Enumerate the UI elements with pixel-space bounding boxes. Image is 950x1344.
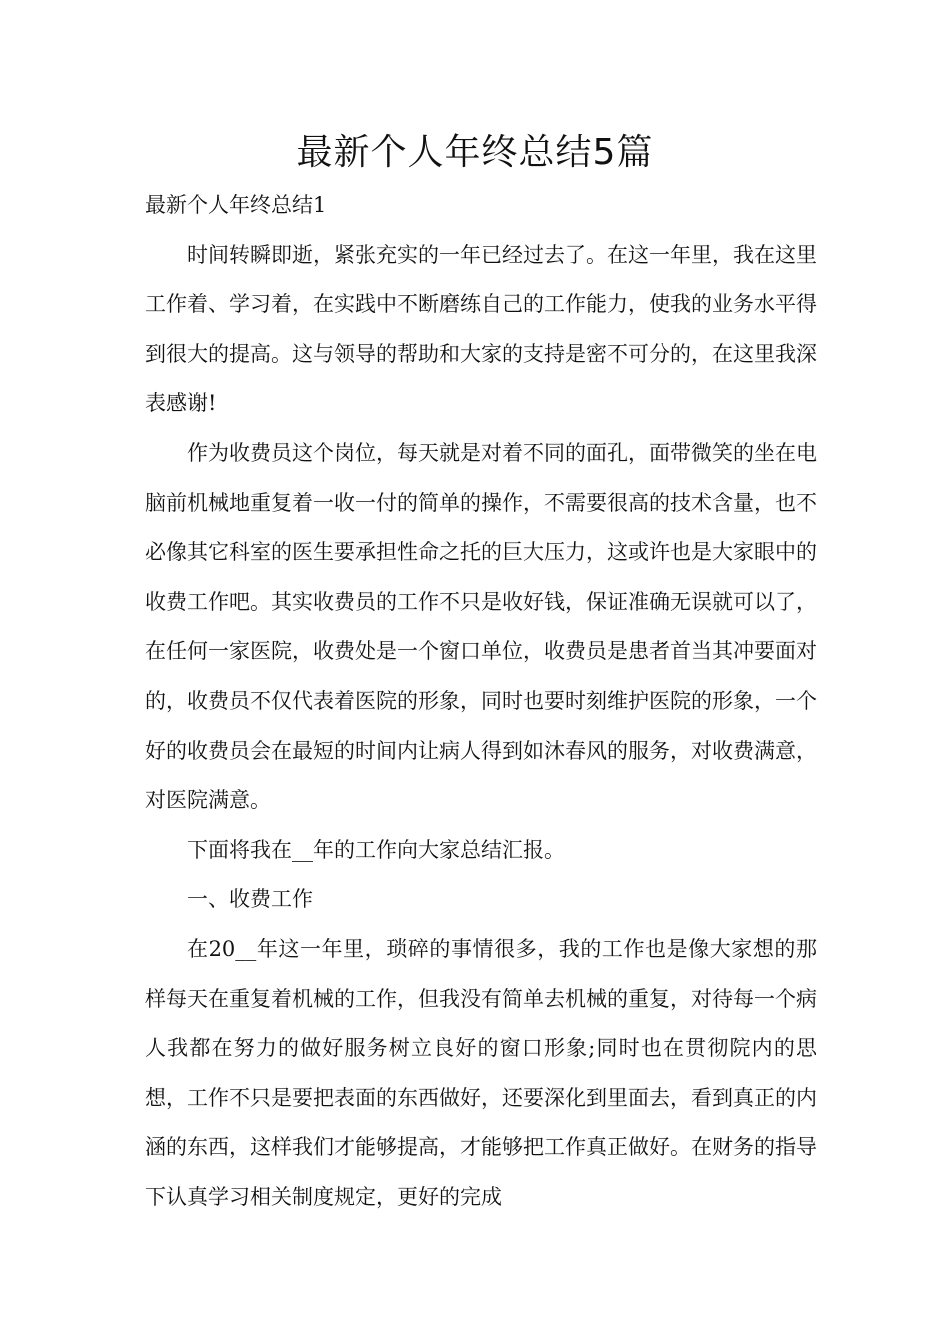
document-body bbox=[145, 181, 817, 1222]
document-title: 最新个人年终总结5篇 bbox=[296, 132, 654, 173]
paragraph-charging-work: 在20__年这一年里，琐碎的事情很多，我的工作也是像大家想的那样每天在重复着机械的工作，但我没有简单去机械的重复，对待每一个病人我都在努力的做好服务树立良好的窗口形象;同时也在贯彻院内的思想，工作不只是要把表面的东西做好，还要深化到里面去，看到真正的内涵的东西，这样我们才能够提高，才能够把工作真正做好。在财务的指导下认真学习相关制度规定，更好的完成 bbox=[145, 936, 817, 1209]
section-heading: 最新个人年终总结1 bbox=[145, 193, 327, 217]
subheading-charging-work: 一、收费工作 bbox=[187, 887, 313, 912]
paragraph-intro: 时间转瞬即逝，紧张充实的一年已经过去了。在这一年里，我在这里工作着、学习着，在实践中不断磨练自己的工作能力，使我的业务水平得到很大的提高。这与领导的帮助和大家的支持是密不可分的，在这里我深表感谢! bbox=[145, 242, 817, 416]
paragraph-summary-lead: 下面将我在__年的工作向大家总结汇报。 bbox=[187, 837, 565, 862]
paragraph-role: 作为收费员这个岗位，每天就是对着不同的面孔，面带微笑的坐在电脑前机械地重复着一收一付的简单的操作，不需要很高的技术含量，也不必像其它科室的医生要承担性命之托的巨大压力，这或许也是大家眼中的收费工作吧。其实收费员的工作不只是收好钱，保证准确无误就可以了，在任何一家医院，收费处是一个窗口单位，收费员是患者首当其冲要面对的，收费员不仅代表着医院的形象，同时也要时刻维护医院的形象，一个好的收费员会在最短的时间内让病人得到如沐春风的服务，对收费满意，对医院满意。 bbox=[145, 440, 817, 813]
